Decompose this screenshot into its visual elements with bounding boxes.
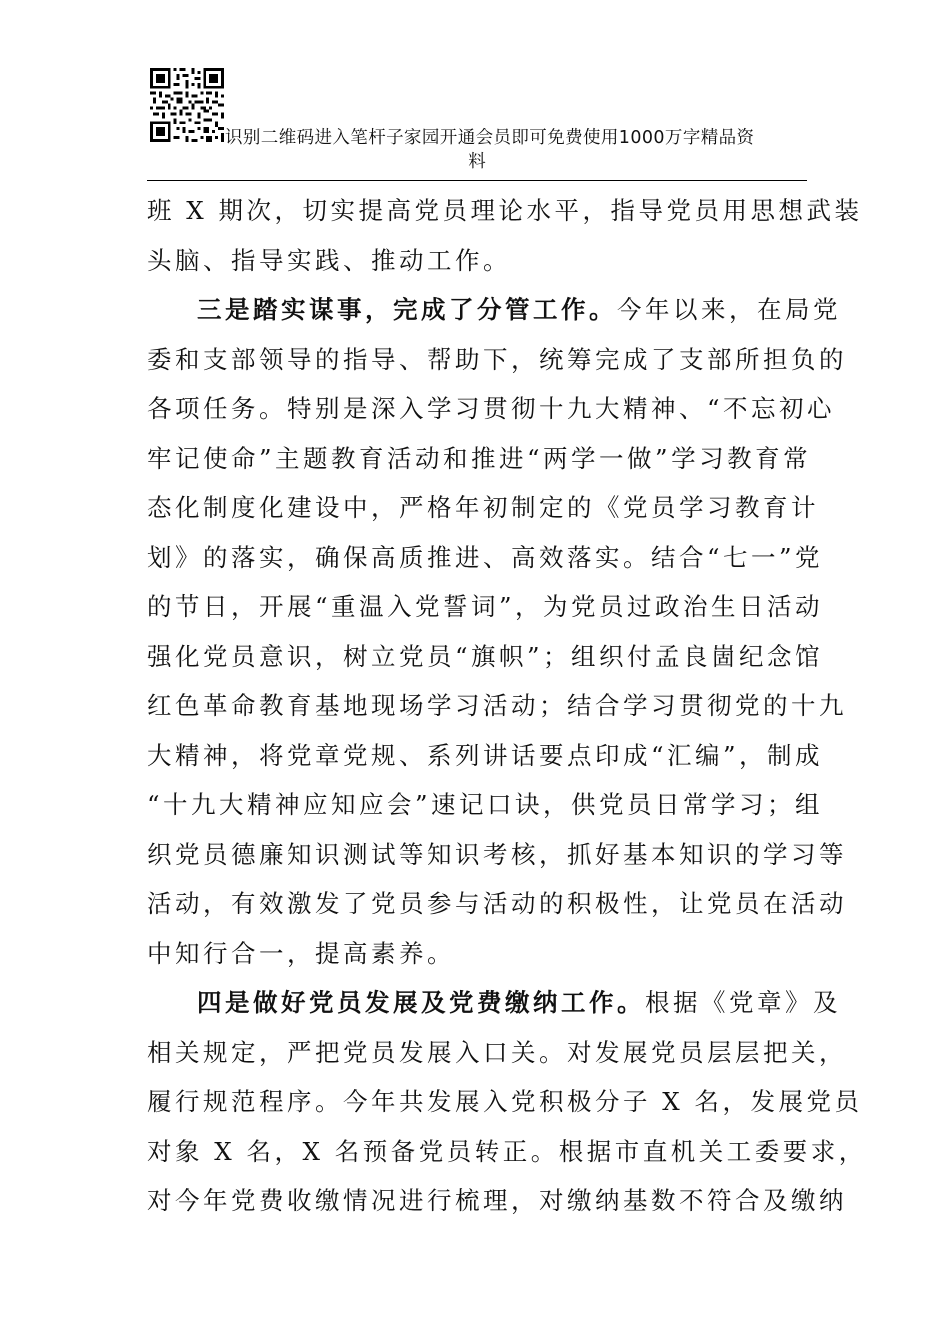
text-line: 红色革命教育基地现场学习活动；结合学习贯彻党的十九 xyxy=(147,691,847,720)
text-line: 的节日，开展“重温入党誓词”，为党员过政治生日活动 xyxy=(147,592,824,621)
text-line: 态化制度化建设中，严格年初制定的《党员学习教育计 xyxy=(147,493,819,522)
text-line: 划》的落实，确保高质推进、高效落实。结合“七一”党 xyxy=(147,542,824,572)
text-line-first xyxy=(147,285,841,335)
text-line: 活动，有效激发了党员参与活动的积极性，让党员在活动 xyxy=(147,889,847,918)
text-line-first xyxy=(147,978,841,1028)
text-line: 强化党员意识，树立党员“旗帜”；组织付孟良崮纪念馆 xyxy=(147,641,824,671)
text-line: 中知行合一，提高素养。 xyxy=(147,938,455,968)
text-line: 大精神，将党章党规、系列讲话要点印成“汇编”，制成 xyxy=(147,740,824,770)
paragraph-lead-heading: 四是做好党员发展及党费缴纳工作。 xyxy=(197,988,645,1017)
qr-code-icon xyxy=(150,68,224,142)
text-line: 履行规范程序。今年共发展入党积极分子 X 名，发展党员 xyxy=(147,1087,863,1116)
text-line: 头脑、指导实践、推动工作。 xyxy=(147,245,511,275)
text-line: 对今年党费收缴情况进行梳理，对缴纳基数不符合及缴纳 xyxy=(147,1186,847,1215)
text-line: 各项任务。特别是深入学习贯彻十九大精神、“不忘初心 xyxy=(147,394,836,423)
promo-banner-text-continued: 料 xyxy=(468,152,486,172)
paragraph-item-four xyxy=(147,978,867,1226)
paragraph-lead-heading: 三是踏实谋事，完成了分管工作。 xyxy=(197,295,617,324)
promo-banner-text: 识别二维码进入笔杆子家园开通会员即可免费使用1000万字精品资 xyxy=(225,128,755,148)
page-header xyxy=(147,68,807,180)
text-line: 牢记使命”主题教育活动和推进“两学一做”学习教育常 xyxy=(147,443,812,473)
text-line: 委和支部领导的指导、帮助下，统筹完成了支部所担负的 xyxy=(147,344,847,374)
text-line: 织党员德廉知识测试等知识考核，抓好基本知识的学习等 xyxy=(147,839,847,869)
paragraph-item-three xyxy=(147,285,847,978)
text-line: 对象 X 名，X 名预备党员转正。根据市直机关工委要求， xyxy=(147,1136,867,1166)
text-fragment: 今年以来，在局党 xyxy=(617,295,841,324)
paragraph-continuation xyxy=(147,186,863,285)
text-line: “十九大精神应知应会”速记口诀，供党员日常学习；组 xyxy=(147,790,824,819)
text-line: 相关规定，严把党员发展入口关。对发展党员层层把关， xyxy=(147,1037,847,1067)
header-divider xyxy=(147,180,807,181)
text-fragment: 根据《党章》及 xyxy=(645,988,841,1017)
text-line: 班 X 期次，切实提高党员理论水平，指导党员用思想武装 xyxy=(147,196,863,225)
document-body xyxy=(147,186,867,1226)
